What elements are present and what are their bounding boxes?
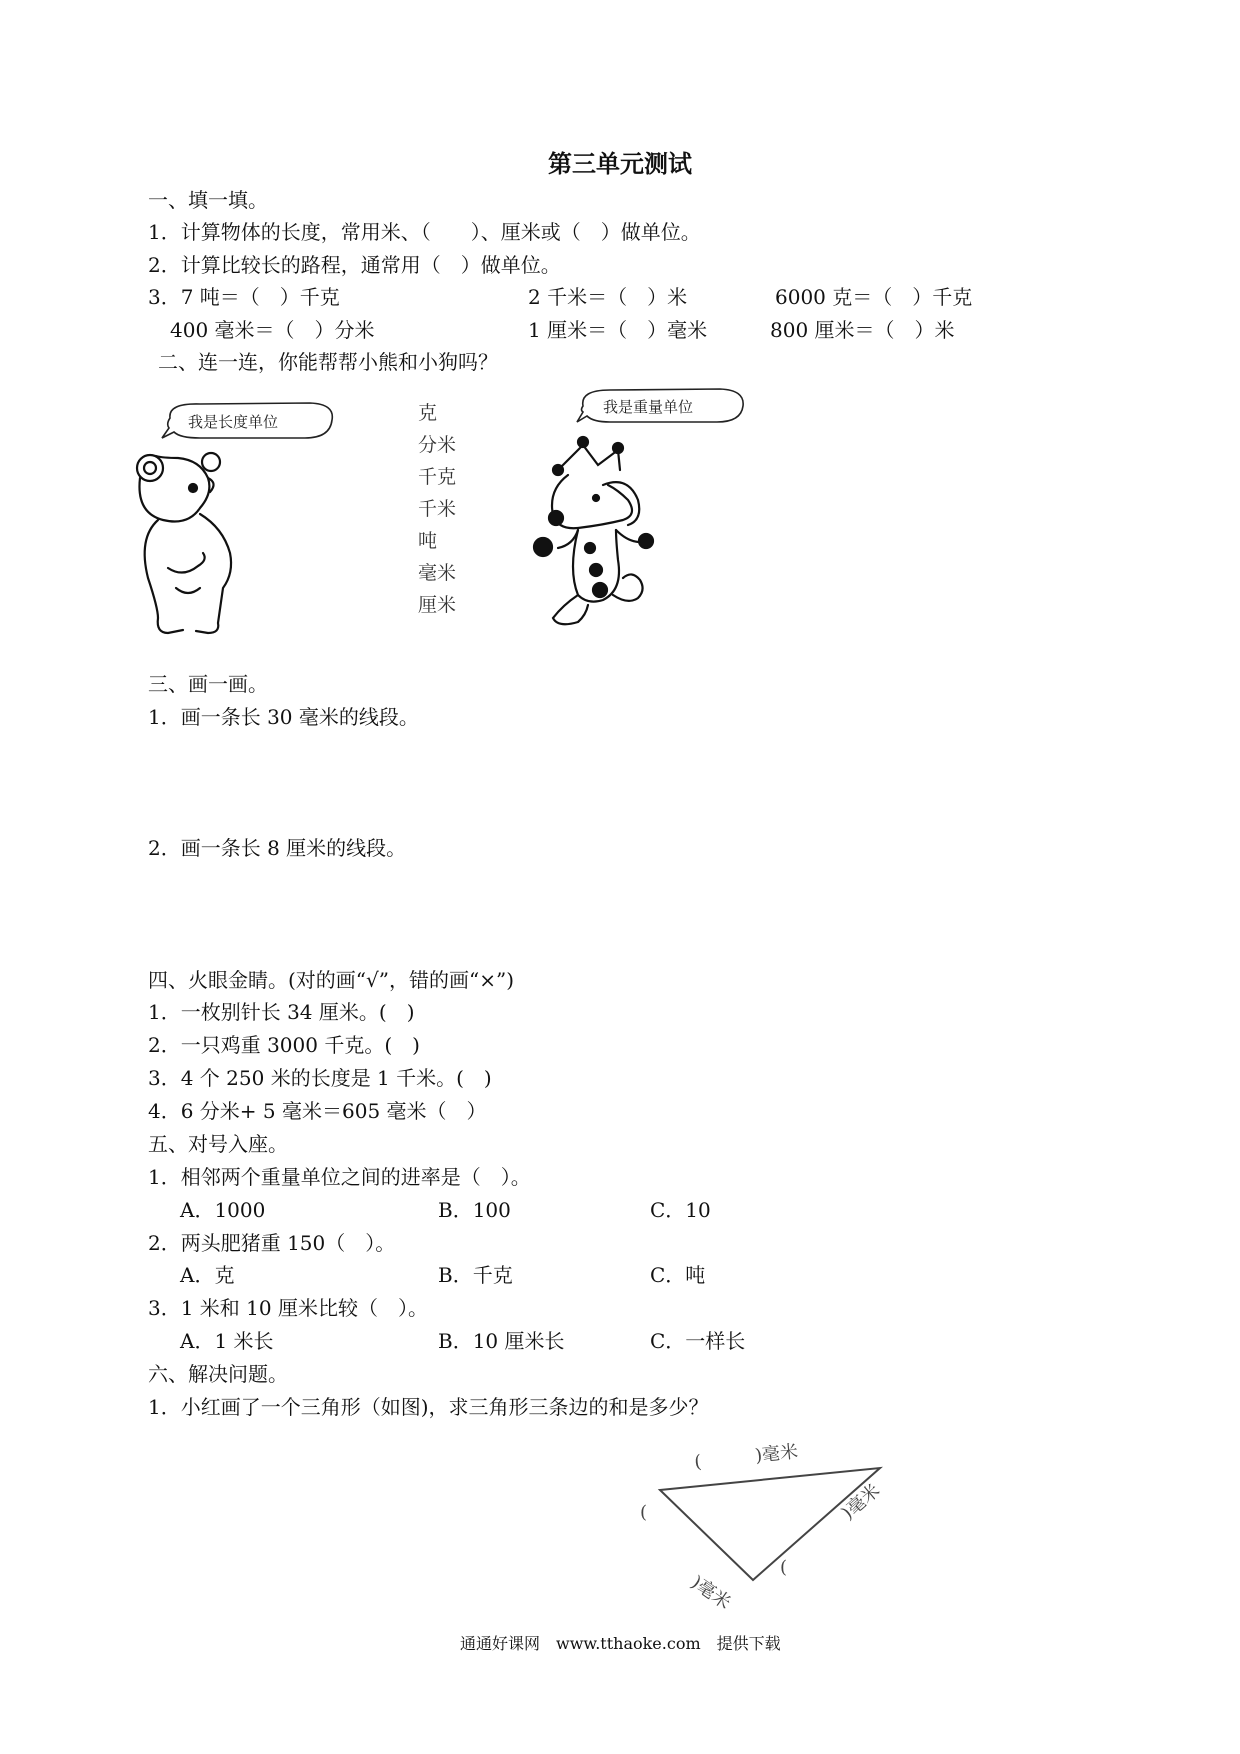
s1-question-3c: 6000 克＝（ ）千克 [775,285,973,309]
s4-question-2: 2．一只鸡重 3000 千克。( ) [148,1033,420,1057]
s1-question-1: 1．计算物体的长度，常用米、（ ）、厘米或（ ）做单位。 [148,220,701,244]
section-2-heading: 二、连一连，你能帮帮小熊和小狗吗？ [158,350,498,374]
unit-item: 千米 [418,498,457,520]
s1-question-3a: 3．7 吨＝（ ）千克 [148,285,340,309]
section-5-heading: 五、对号入座。 [148,1132,288,1156]
s5-q3-option-c: C．一样长 [650,1329,746,1353]
s5-q2-option-a: A．克 [180,1263,235,1287]
s5-q3-option-b: B．10 厘米长 [438,1329,565,1353]
triangle-left-paren: ( [640,1502,648,1523]
s1-question-2: 2．计算比较长的路程，通常用（ ）做单位。 [148,253,561,277]
unit-item: 克 [418,402,438,424]
s1-question-3b: 2 千米＝（ ）米 [528,285,688,309]
bear-speech-bubble [160,398,340,448]
s5-q2-option-b: B．千克 [438,1263,513,1287]
dog-bubble-text: 我是重量单位 [603,398,694,416]
s5-q1-option-a: A．1000 [180,1198,266,1222]
triangle-top-label: ( )毫米 [693,1441,799,1473]
bear-illustration [128,448,258,643]
s5-q2-option-c: C．吨 [650,1263,706,1287]
dog-speech-bubble [575,384,750,434]
s4-question-1: 1．一枚别针长 34 厘米。( ) [148,1000,415,1024]
s6-question-1: 1．小红画了一个三角形（如图)，求三角形三条边的和是多少？ [148,1395,709,1419]
triangle-diagram [630,1430,910,1614]
unit-item: 毫米 [418,562,457,584]
s3-question-2: 2．画一条长 8 厘米的线段。 [148,836,407,860]
footer: 通通好课网 www.tthaoke.com 提供下载 [460,1634,781,1653]
s5-q1-option-b: B．100 [438,1198,511,1222]
dog-illustration [528,430,668,640]
s1-question-3e: 1 厘米＝（ ）毫米 [528,318,708,342]
unit-item: 分米 [418,434,457,456]
section-4-heading: 四、火眼金睛。(对的画“√”，错的画“×”) [148,968,515,992]
triangle-right-paren: ( [780,1557,788,1578]
s4-question-4: 4．6 分米+ 5 毫米＝605 毫米（ ） [148,1099,487,1123]
bear-bubble-text: 我是长度单位 [188,413,279,431]
s5-q1-option-c: C．10 [650,1198,711,1222]
unit-item: 厘米 [418,594,457,616]
section-3-heading: 三、画一画。 [148,672,268,696]
triangle-left-label: )毫米 [687,1571,735,1614]
section-1-heading: 一、填一填。 [148,188,268,212]
unit-item: 吨 [418,530,438,552]
page-title: 第三单元测试 [548,150,692,178]
s1-question-3f: 800 厘米＝（ ）米 [770,318,955,342]
s4-question-3: 3．4 个 250 米的长度是 1 千米。( ) [148,1066,492,1090]
s5-question-1: 1．相邻两个重量单位之间的进率是（ ）。 [148,1165,531,1189]
s5-question-3: 3．1 米和 10 厘米比较（ ）。 [148,1296,428,1320]
section-6-heading: 六、解决问题。 [148,1362,288,1386]
s5-question-2: 2．两头肥猪重 150（ ）。 [148,1231,396,1255]
s5-q3-option-a: A．1 米长 [180,1329,274,1353]
triangle-right-label: )毫米 [837,1480,885,1524]
s1-question-3d: 400 毫米＝（ ）分米 [170,318,375,342]
s3-question-1: 1．画一条长 30 毫米的线段。 [148,705,419,729]
unit-item: 千克 [418,466,457,488]
